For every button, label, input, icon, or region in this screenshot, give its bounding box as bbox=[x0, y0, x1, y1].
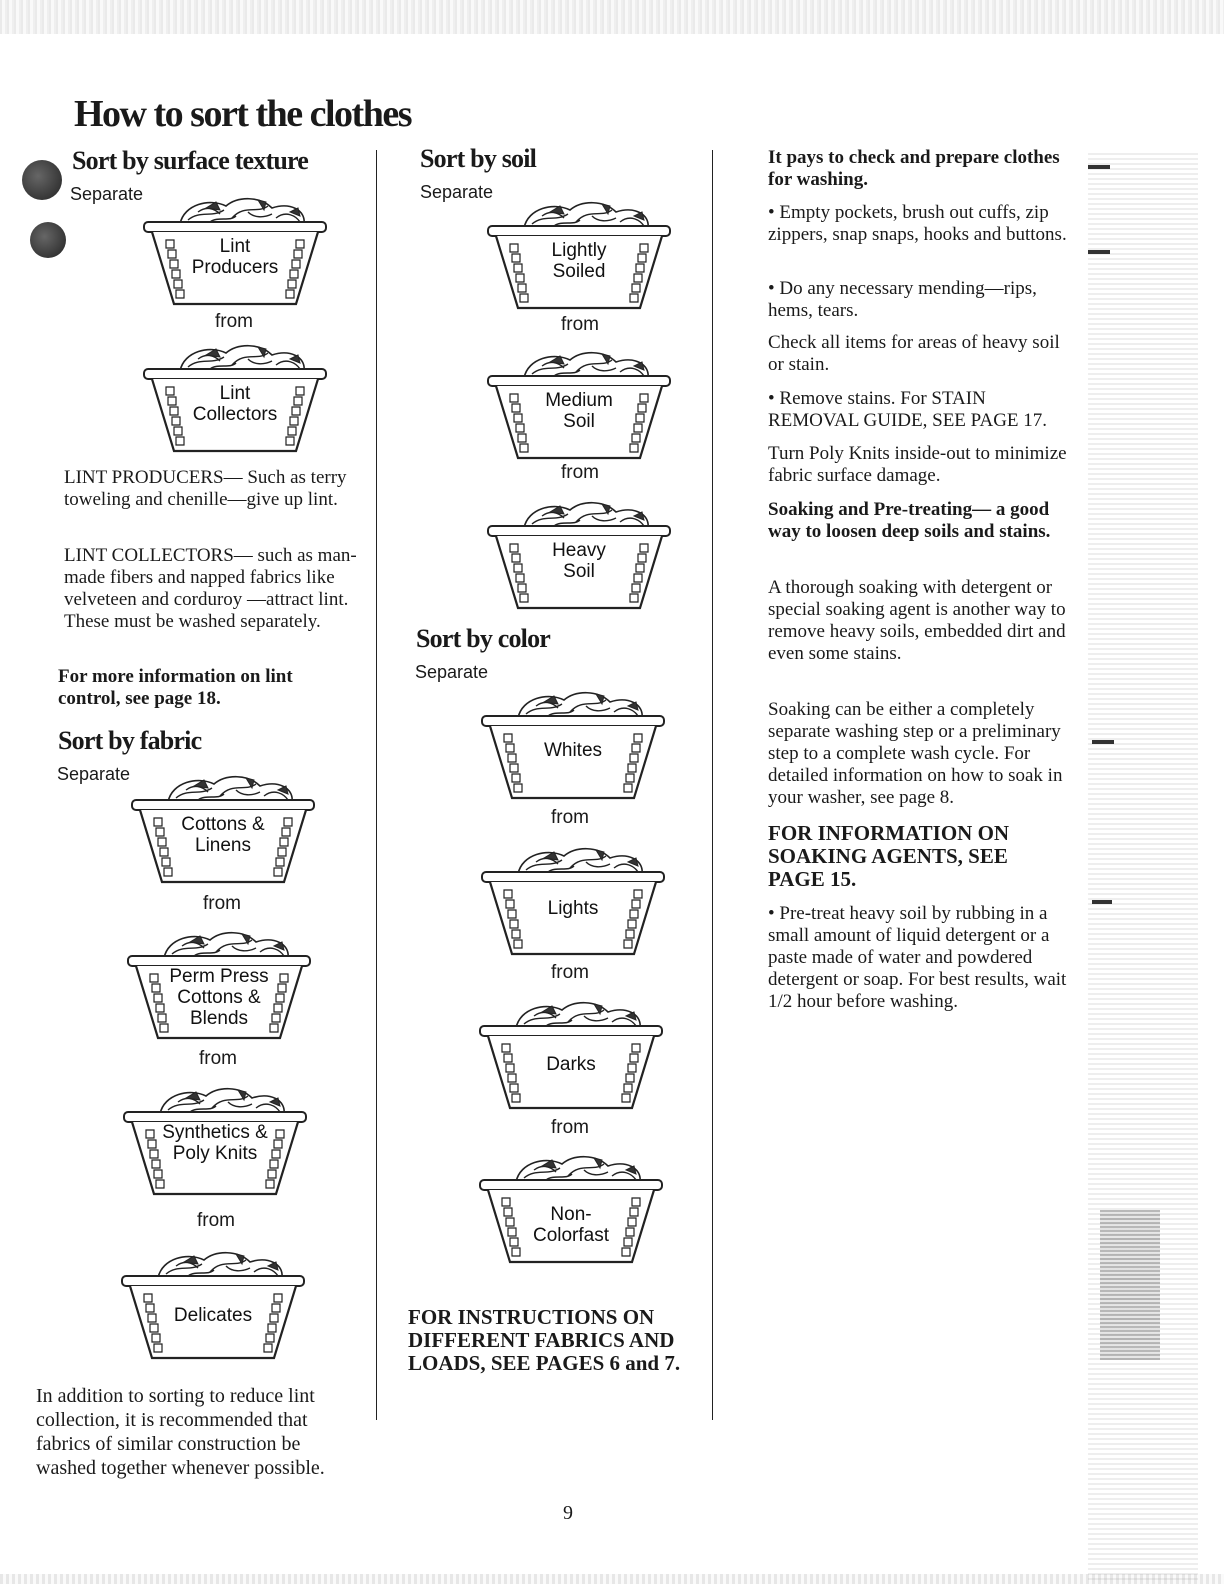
column-divider bbox=[712, 150, 713, 1420]
from-label: from bbox=[561, 314, 599, 335]
basket-label: Cottons & Linens bbox=[181, 814, 265, 856]
fabric-heading: Sort by fabric bbox=[58, 726, 202, 755]
basket-delicates bbox=[118, 1242, 308, 1362]
page-edge-tab bbox=[1100, 1210, 1160, 1360]
binder-hole-icon bbox=[22, 160, 62, 200]
basket-synthetics bbox=[120, 1078, 310, 1198]
fabric-construction-note: In addition to sorting to reduce lint collection, it is recommended that fabrics of similar construction be washed together whenever possible. bbox=[36, 1385, 325, 1479]
basket-darks bbox=[476, 992, 666, 1112]
laundry-basket-icon bbox=[476, 992, 666, 1112]
binder-hole-icon bbox=[30, 222, 66, 258]
check-items-text: Check all items for areas of heavy soil or stain. bbox=[768, 332, 1060, 375]
edge-mark bbox=[1088, 250, 1110, 254]
edge-mark bbox=[1092, 740, 1114, 744]
from-label: from bbox=[551, 962, 589, 983]
page-title: How to sort the clothes bbox=[74, 93, 411, 135]
from-label: from bbox=[197, 1210, 235, 1231]
lint-collectors-text: LINT COLLECTORS— such as man-made fibers and napped fabrics like velveteen and corduroy —attract lint. These must be washed separately. bbox=[64, 545, 357, 632]
basket-lights bbox=[478, 838, 668, 958]
from-label: from bbox=[561, 462, 599, 483]
edge-mark bbox=[1088, 165, 1110, 169]
basket-label: Lights bbox=[547, 898, 599, 919]
laundry-basket-icon bbox=[118, 1242, 308, 1362]
edge-mark bbox=[1092, 900, 1112, 904]
soaking-steps-text: Soaking can be either a completely separate washing step or a preliminary step to a complete wash cycle. For detailed information on how to soak in your washer, see page 8. bbox=[768, 699, 1063, 808]
fabric-separate-label: Separate bbox=[57, 764, 131, 784]
color-separate-label: Separate bbox=[415, 662, 489, 682]
from-label: from bbox=[551, 1117, 589, 1138]
scan-noise-top bbox=[0, 0, 1224, 34]
column-divider bbox=[376, 150, 377, 1420]
soaking-text: A thorough soaking with detergent or special soaking agent is another way to remove heavy soils, embedded dirt and even some stains. bbox=[768, 577, 1066, 664]
basket-label: Synthetics & Poly Knits bbox=[162, 1122, 268, 1164]
fabric-loads-reference: FOR INSTRUCTIONS ON DIFFERENT FABRICS AND LOADS, SEE PAGES 6 and 7. bbox=[408, 1305, 681, 1375]
basket-medium-soil bbox=[484, 342, 674, 462]
basket-non-colorfast bbox=[476, 1146, 666, 1266]
basket-label: Non- Colorfast bbox=[532, 1204, 610, 1246]
basket-label: Lightly Soiled bbox=[551, 240, 607, 282]
basket-whites bbox=[478, 682, 668, 802]
lint-control-reference: For more information on lint control, see page 18. bbox=[58, 666, 293, 709]
from-label: from bbox=[551, 807, 589, 828]
texture-separate-label: Separate bbox=[70, 184, 144, 204]
basket-label: Darks bbox=[546, 1054, 596, 1075]
basket-heavy-soil bbox=[484, 492, 674, 612]
basket-cottons-linens bbox=[128, 766, 318, 886]
basket-lint-producers bbox=[140, 188, 330, 308]
basket-label: Lint Producers bbox=[191, 236, 279, 278]
poly-knits-text: Turn Poly Knits inside-out to minimize fabric surface damage. bbox=[768, 443, 1067, 486]
bullet-mending: • Do any necessary mending—rips, hems, tears. bbox=[768, 278, 1037, 321]
soaking-agents-reference: FOR INFORMATION ON SOAKING AGENTS, SEE PAGE 15. bbox=[768, 821, 1010, 891]
from-label: from bbox=[203, 893, 241, 914]
color-heading: Sort by color bbox=[416, 624, 551, 653]
basket-lint-collectors bbox=[140, 335, 330, 455]
scan-noise-bottom bbox=[0, 1574, 1224, 1584]
page-number: 9 bbox=[563, 1502, 573, 1524]
basket-lightly-soiled bbox=[484, 192, 674, 312]
from-label: from bbox=[215, 311, 253, 332]
page-edge-shading bbox=[1088, 150, 1198, 1580]
lint-producers-text: LINT PRODUCERS— Such as terry toweling and chenille—give up lint. bbox=[64, 467, 347, 510]
bullet-remove-stains: • Remove stains. For STAIN REMOVAL GUIDE, SEE PAGE 17. bbox=[768, 388, 1048, 431]
basket-label: Perm Press Cottons & Blends bbox=[169, 966, 269, 1029]
texture-heading: Sort by surface texture bbox=[72, 146, 309, 175]
bullet-pre-treat: • Pre-treat heavy soil by rubbing in a small amount of liquid detergent or a paste made of water and powdered detergent or soap. For best results, wait 1/2 hour before washing. bbox=[768, 903, 1067, 1012]
bullet-empty-pockets: • Empty pockets, brush out cuffs, zip zippers, snap snaps, hooks and buttons. bbox=[768, 202, 1067, 245]
basket-label: Medium Soil bbox=[545, 390, 613, 432]
soil-separate-label: Separate bbox=[420, 182, 494, 202]
basket-label: Whites bbox=[543, 740, 603, 761]
soaking-heading: Soaking and Pre-treating— a good way to loosen deep soils and stains. bbox=[768, 499, 1051, 542]
basket-label: Delicates bbox=[173, 1305, 253, 1326]
prepare-heading: It pays to check and prepare clothes for washing. bbox=[768, 147, 1060, 190]
basket-label: Lint Collectors bbox=[192, 383, 278, 425]
basket-label: Heavy Soil bbox=[552, 540, 606, 582]
basket-perm-press bbox=[124, 922, 314, 1042]
from-label: from bbox=[199, 1048, 237, 1069]
soil-heading: Sort by soil bbox=[420, 144, 537, 173]
